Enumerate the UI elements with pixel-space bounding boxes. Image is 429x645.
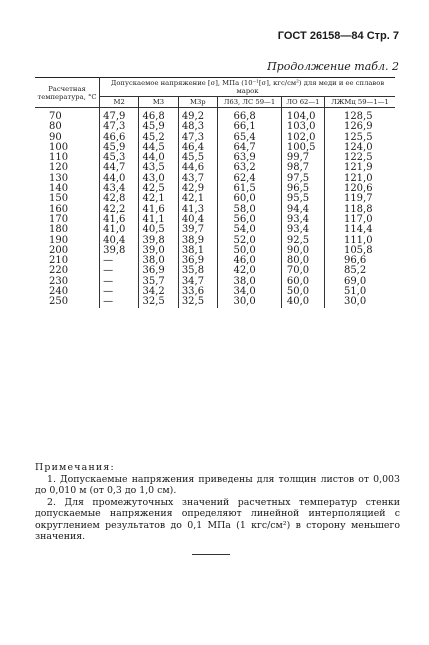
stress-value: 46,0 — [233, 255, 256, 267]
stress-value: 96,5 — [286, 183, 310, 195]
stress-value: 62,4 — [233, 172, 256, 184]
stress-value: 124,0 — [343, 141, 373, 153]
column-header: М2 — [100, 97, 139, 108]
stress-cell — [217, 108, 281, 123]
table-row — [35, 194, 395, 204]
stress-value: 52,0 — [233, 234, 256, 246]
notes-title: Примечания: — [35, 462, 115, 473]
stress-value: 30,0 — [233, 296, 256, 308]
stress-value: 104,0 — [286, 111, 316, 122]
temperature-cell: 100 — [49, 141, 69, 153]
stress-value: — — [103, 255, 114, 267]
stress-value: 34,7 — [181, 275, 205, 287]
stress-value: 80,0 — [286, 255, 310, 267]
stress-value: 51,0 — [343, 286, 367, 298]
temperature-cell: 120 — [49, 162, 69, 174]
stress-value: 36,9 — [142, 265, 165, 277]
stress-value: 40,4 — [103, 234, 126, 246]
stress-cell — [324, 108, 395, 123]
table-row — [35, 184, 395, 194]
stress-value: 97,5 — [286, 172, 310, 184]
stress-value: 99,7 — [286, 152, 310, 164]
stress-value: 38,1 — [181, 244, 205, 256]
stress-cell — [139, 108, 178, 123]
stress-value: 34,0 — [233, 286, 256, 298]
stress-value: 32,5 — [142, 296, 165, 308]
temperature-cell: 250 — [49, 296, 69, 308]
stress-value: 47,3 — [181, 131, 205, 143]
stress-value: 85,2 — [343, 265, 367, 277]
stress-cell — [100, 108, 139, 123]
stress-value: 39,8 — [142, 234, 165, 246]
note-item: 2. Для промежуточных значений расчетных температур стенки допускаемые напряжения определяют линейной интерполяцией с округлением результатов до 0,1 МПа (1 кгс/см²) в сторону меньшего значения. — [35, 496, 400, 542]
temperature-cell: 90 — [49, 131, 62, 143]
stress-cell — [139, 297, 178, 307]
column-header: Л63, ЛС 59—1 — [217, 97, 281, 108]
stress-value: 33,6 — [181, 286, 205, 298]
stress-value: 41,6 — [103, 213, 126, 225]
temperature-cell: 160 — [49, 203, 69, 215]
stress-value: 35,7 — [142, 275, 165, 287]
table-row — [35, 287, 395, 297]
stress-value: 45,9 — [142, 121, 165, 133]
table-row — [35, 266, 395, 276]
stress-cell — [324, 297, 395, 307]
column-header: ЛО 62—1 — [281, 97, 324, 108]
stress-value: 50,0 — [286, 286, 310, 298]
stress-value: 114,4 — [343, 224, 373, 236]
stress-value: 30,0 — [343, 296, 367, 308]
stress-cell — [178, 297, 217, 307]
temperature-cell: 210 — [49, 255, 69, 267]
stress-value: 38,0 — [142, 255, 165, 267]
temperature-cell: 240 — [49, 286, 69, 298]
stress-value: 42,1 — [181, 193, 205, 205]
stress-value: 65,4 — [233, 131, 256, 143]
stress-value: 122,5 — [343, 152, 373, 164]
table-row — [35, 122, 395, 132]
stress-value: 32,5 — [181, 296, 205, 308]
stress-value: 42,8 — [103, 193, 126, 205]
stress-value: 50,0 — [233, 244, 256, 256]
table-row — [35, 133, 395, 143]
stress-value: 43,5 — [142, 162, 165, 174]
stress-value: 43,0 — [142, 172, 165, 184]
stress-value: 44,0 — [142, 152, 165, 164]
stress-value: 39,8 — [103, 244, 126, 256]
temperature-cell: 180 — [49, 224, 69, 236]
stress-value: 46,4 — [181, 141, 205, 153]
stress-value: 95,5 — [286, 193, 310, 205]
stress-value: 63,9 — [233, 152, 256, 164]
stress-value: 45,2 — [142, 131, 165, 143]
stress-value: — — [103, 296, 114, 308]
stress-cell — [281, 108, 324, 123]
notes-block — [35, 462, 400, 543]
end-divider — [192, 554, 230, 555]
stress-value: 41,6 — [142, 203, 165, 215]
stress-value: 117,0 — [343, 213, 373, 225]
table-row — [35, 143, 395, 153]
note-item: 1. Допускаемые напряжения приведены для толщин листов от 0,003 до 0,010 м (от 0,3 до 1,0 см). — [35, 473, 400, 496]
stress-value: 119,7 — [343, 193, 373, 205]
stress-value: 58,0 — [233, 203, 256, 215]
table-row — [35, 163, 395, 173]
stress-cell — [178, 108, 217, 123]
table-row — [35, 256, 395, 266]
stress-value: 41,0 — [103, 224, 126, 236]
stress-group-header: Допускаемое напряжение [σ], МПа (10⁻¹[σ], кгс/см²) для меди и ее сплавов марок — [100, 78, 396, 97]
stress-value: 61,5 — [233, 183, 256, 195]
stress-value: 47,3 — [103, 121, 126, 133]
stress-value: 98,7 — [286, 162, 310, 174]
stress-value: 46,8 — [142, 111, 165, 122]
temperature-cell: 130 — [49, 172, 69, 184]
stress-value: 69,0 — [343, 275, 367, 287]
stress-value: 120,6 — [343, 183, 373, 195]
temperature-cell: 110 — [49, 152, 69, 164]
table-row — [35, 215, 395, 225]
stress-value: 44,7 — [103, 162, 126, 174]
stress-cell — [281, 297, 324, 307]
temperature-cell: 70 — [49, 111, 62, 122]
stress-value: 105,8 — [343, 244, 373, 256]
temperature-cell: 80 — [49, 121, 62, 133]
stress-value: 45,5 — [181, 152, 205, 164]
stress-value: 60,0 — [233, 193, 256, 205]
temperature-cell: 220 — [49, 265, 69, 277]
stress-value: 118,8 — [343, 203, 373, 215]
stress-value: 35,8 — [181, 265, 205, 277]
stress-value: — — [103, 275, 114, 287]
page-header: ГОСТ 26158—84 Стр. 7 — [277, 30, 399, 42]
stress-value: 93,4 — [286, 224, 310, 236]
stress-value: 44,0 — [103, 172, 126, 184]
table-continuation-caption: Продолжение табл. 2 — [267, 60, 399, 73]
stress-value: 45,9 — [103, 141, 126, 153]
table-row — [35, 246, 395, 256]
table-row — [35, 236, 395, 246]
table-row — [35, 108, 395, 123]
stress-value: 100,5 — [286, 141, 316, 153]
stress-value: 56,0 — [233, 213, 256, 225]
stress-value: 60,0 — [286, 275, 310, 287]
table-row — [35, 205, 395, 215]
stress-value: 126,9 — [343, 121, 373, 133]
stress-value: 44,5 — [142, 141, 165, 153]
temperature-cell: 150 — [49, 193, 69, 205]
stress-value: 125,5 — [343, 131, 373, 143]
stress-value: 96,6 — [343, 255, 367, 267]
stress-value: 41,1 — [142, 213, 165, 225]
stress-value: 128,5 — [343, 111, 373, 122]
stress-cell — [100, 297, 139, 307]
stress-value: 102,0 — [286, 131, 316, 143]
stress-value: 48,3 — [181, 121, 205, 133]
stress-value: 90,0 — [286, 244, 310, 256]
stress-value: 49,2 — [181, 111, 205, 122]
stress-value: 70,0 — [286, 265, 310, 277]
stress-value: 39,0 — [142, 244, 165, 256]
table-row — [35, 225, 395, 235]
stress-value: 63,2 — [233, 162, 256, 174]
stress-value: 43,7 — [181, 172, 205, 184]
column-header: ЛЖМц 59—1—1 — [324, 97, 395, 108]
table-row — [35, 297, 395, 307]
stress-value: 103,0 — [286, 121, 316, 133]
stress-value: 46,6 — [103, 131, 126, 143]
stress-value: 111,0 — [343, 234, 373, 246]
allowable-stress-table — [35, 77, 395, 308]
temperature-cell: 170 — [49, 213, 69, 225]
temperature-cell: 140 — [49, 183, 69, 195]
stress-value: 66,8 — [233, 111, 256, 122]
temperature-cell: 190 — [49, 234, 69, 246]
stress-value: 44,6 — [181, 162, 205, 174]
stress-value: 93,4 — [286, 213, 310, 225]
table-row — [35, 153, 395, 163]
stress-value: 34,2 — [142, 286, 165, 298]
stress-value: 42,2 — [103, 203, 126, 215]
temperature-column-header: Расчетная температура, °С — [35, 78, 100, 108]
stress-value: 66,1 — [233, 121, 256, 133]
stress-value: 40,5 — [142, 224, 165, 236]
column-header: М3р — [178, 97, 217, 108]
stress-value: 42,5 — [142, 183, 165, 195]
stress-value: — — [103, 265, 114, 277]
stress-value: 42,1 — [142, 193, 165, 205]
stress-value: 121,9 — [343, 162, 373, 174]
table-row — [35, 174, 395, 184]
stress-value: 64,7 — [233, 141, 256, 153]
stress-value: 42,9 — [181, 183, 205, 195]
stress-value: 41,3 — [181, 203, 205, 215]
stress-value: 47,9 — [103, 111, 126, 122]
stress-value: 121,0 — [343, 172, 373, 184]
stress-cell — [217, 297, 281, 307]
stress-value: 40,0 — [286, 296, 310, 308]
stress-value: 42,0 — [233, 265, 256, 277]
stress-value: 39,7 — [181, 224, 205, 236]
stress-value: 38,9 — [181, 234, 205, 246]
stress-value: 36,9 — [181, 255, 205, 267]
table-row — [35, 277, 395, 287]
stress-value: 94,4 — [286, 203, 310, 215]
stress-value: 40,4 — [181, 213, 205, 225]
stress-value: 92,5 — [286, 234, 310, 246]
stress-value: — — [103, 286, 114, 298]
stress-value: 45,3 — [103, 152, 126, 164]
temperature-cell: 230 — [49, 275, 69, 287]
stress-value: 43,4 — [103, 183, 126, 195]
stress-value: 54,0 — [233, 224, 256, 236]
stress-value: 38,0 — [233, 275, 256, 287]
column-header: М3 — [139, 97, 178, 108]
temperature-cell: 200 — [49, 244, 69, 256]
